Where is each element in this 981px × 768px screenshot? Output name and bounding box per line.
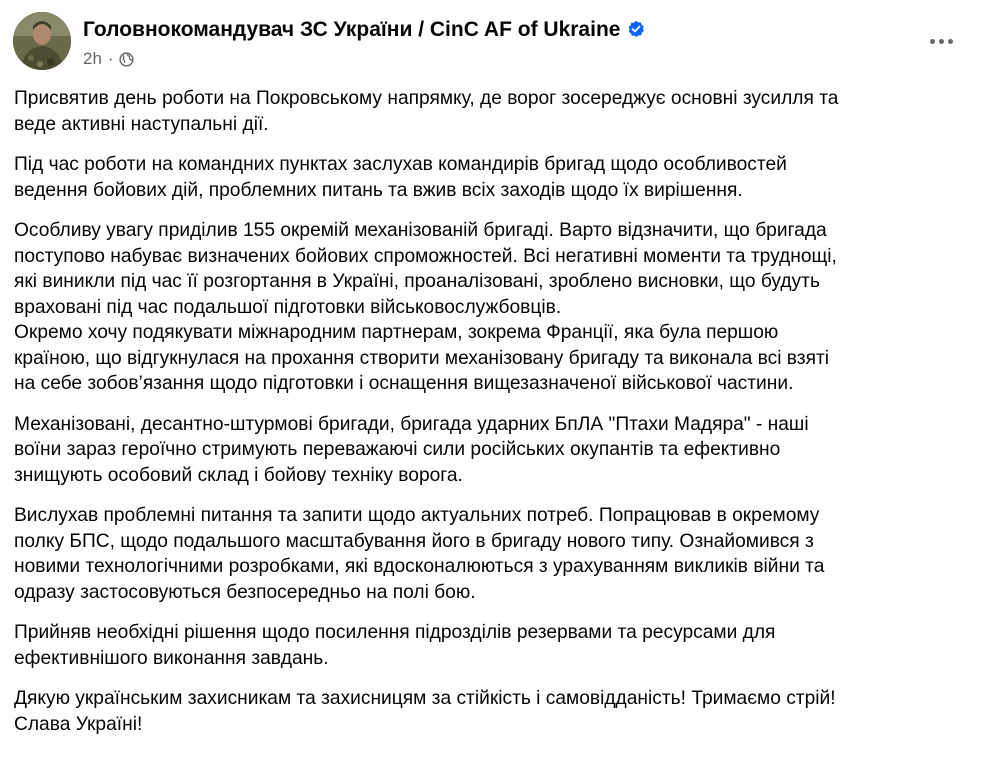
post-timestamp[interactable]: 2h (83, 49, 102, 68)
globe-icon[interactable] (119, 52, 134, 67)
text-line: ефективнішого виконання завдань. (14, 647, 329, 669)
text-line: враховані під час подальшої підготовки військовослужбовців. (14, 296, 562, 318)
text-line: ведення бойових дій, проблемних питань та вжив всіх заходів щодо їх вирішення. (14, 179, 743, 201)
more-options-icon (930, 39, 935, 44)
text-line: Окремо хочу подякувати міжнародним партнерам, зокрема Франції, яка була першою (14, 322, 779, 343)
paragraph (14, 218, 969, 397)
text-line: Механізовані, десантно-штурмові бригади, бригада ударних БпЛА "Птахи Мадяра" - наші (14, 413, 809, 435)
more-options-icon (948, 39, 953, 44)
text-line: поступово набуває визначених бойових спроможностей. Всі негативні моменти та труднощі, (14, 245, 837, 267)
text-line: новими технологічними розробками, які вдосконалюються з урахуванням викликів війни та (14, 556, 825, 577)
meta-separator: · (107, 49, 114, 68)
text-line: Вислухав проблемні питання та запити щодо актуальних потреб. Попрацював в окремому (14, 505, 820, 526)
text-line: країною, що відгукнулася на прохання створити механізовану бригаду та виконала всі взяті (14, 347, 830, 369)
text-line: Прийняв необхідні рішення щодо посилення підрозділів резервами та ресурсами для (14, 622, 776, 643)
post-body (14, 86, 969, 737)
paragraph (14, 152, 969, 203)
text-line: одразу застосовуються безпосередньо на полі бою. (14, 581, 476, 603)
verified-badge-icon (627, 20, 645, 38)
text-line: на себе зобов’язання щодо підготовки і оснащення вищезазначеної військової частини. (14, 373, 794, 394)
avatar-photo (13, 12, 71, 70)
text-line: полку БПС, щодо подальшого масштабування його в бригаду нового типу. Ознайомився з (14, 530, 814, 552)
author-name[interactable]: Головнокомандувач ЗС України / CinC AF of Ukraine (83, 18, 621, 41)
post-meta (83, 49, 134, 69)
text-line: воїни зараз героїчно стримують переважаючі сили російських окупантів та ефективно (14, 439, 781, 460)
text-line: веде активні наступальні дії. (14, 113, 269, 135)
text-line: Присвятив день роботи на Покровському напрямку, де ворог зосереджує основні зусилля та (14, 88, 839, 109)
paragraph (14, 503, 969, 605)
avatar[interactable] (13, 12, 71, 70)
more-options-icon (939, 39, 944, 44)
text-line: Слава Україні! (14, 713, 143, 735)
post-header (13, 12, 968, 74)
text-line: Під час роботи на командних пунктах заслухав командирів бригад щодо особливостей (14, 154, 787, 175)
text-line: які виникли під час її розгортання в Україні, проаналізовані, зроблено висновки, що будуть (14, 271, 820, 292)
more-options-button[interactable] (923, 28, 959, 54)
paragraph (14, 686, 969, 737)
paragraph (14, 412, 969, 489)
paragraph (14, 86, 969, 137)
text-line: Дякую українським захисникам та захисницям за стійкість і самовідданість! Тримаємо стрій! (14, 688, 836, 709)
text-line: Особливу увагу приділив 155 окремій механізованій бригаді. Варто відзначити, що бригада (14, 220, 827, 241)
paragraph (14, 620, 969, 671)
text-line: знищують особовий склад і бойову техніку ворога. (14, 464, 463, 486)
